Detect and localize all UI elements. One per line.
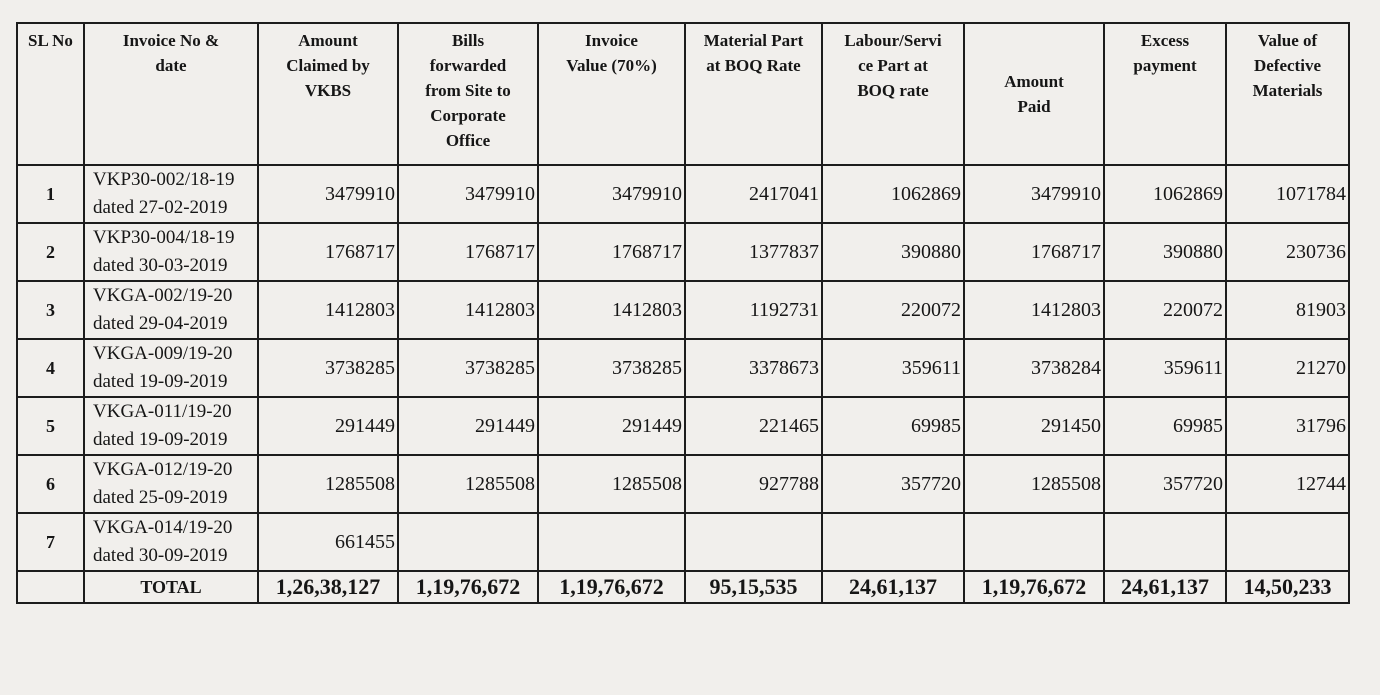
invoice-value-cell: 3479910 [538, 165, 685, 223]
invoice-number: VKGA-012/19-20 [93, 459, 233, 480]
total-label: TOTAL [84, 571, 258, 603]
total-material-part: 95,15,535 [685, 571, 822, 603]
header-material-part-line: at BOQ Rate [706, 56, 801, 75]
defective-value-cell [1226, 513, 1349, 571]
header-amount-claimed-line: VKBS [304, 81, 352, 100]
header-amount-claimed [258, 23, 398, 165]
total-excess-payment: 24,61,137 [1104, 571, 1226, 603]
invoice-value-cell: 3738285 [538, 339, 685, 397]
total-amount-claimed: 1,26,38,127 [258, 571, 398, 603]
amount-claimed-cell: 1285508 [258, 455, 398, 513]
header-bills-forwarded-line: Bills [451, 31, 485, 50]
header-excess-payment [1104, 23, 1226, 165]
table-row [17, 397, 1349, 455]
sl-no-cell: 4 [17, 339, 84, 397]
amount-paid-cell: 1285508 [964, 455, 1104, 513]
invoice-cell [84, 339, 258, 397]
header-labour-part-line: Labour/Servi [844, 31, 942, 50]
header-bills-forwarded-line: forwarded [429, 56, 507, 75]
header-invoice [84, 23, 258, 165]
header-material-part [685, 23, 822, 165]
material-part-cell: 2417041 [685, 165, 822, 223]
material-part-cell: 221465 [685, 397, 822, 455]
sl-no-cell: 3 [17, 281, 84, 339]
invoice-value-cell [538, 513, 685, 571]
table-row [17, 223, 1349, 281]
invoice-value-cell: 1768717 [538, 223, 685, 281]
invoice-number: VKP30-002/18-19 [93, 169, 235, 190]
header-bills-forwarded [398, 23, 538, 165]
labour-part-cell [822, 513, 964, 571]
amount-paid-cell: 3479910 [964, 165, 1104, 223]
bills-forwarded-cell: 1412803 [398, 281, 538, 339]
invoice-number: VKGA-011/19-20 [93, 401, 232, 422]
bills-forwarded-cell [398, 513, 538, 571]
invoice-date: dated 19-09-2019 [93, 371, 228, 392]
amount-claimed-cell: 661455 [258, 513, 398, 571]
labour-part-cell: 69985 [822, 397, 964, 455]
invoice-value-cell: 1412803 [538, 281, 685, 339]
sl-no-cell: 7 [17, 513, 84, 571]
header-bills-forwarded-line: Corporate [430, 106, 506, 125]
bills-forwarded-cell: 3479910 [398, 165, 538, 223]
table-row [17, 339, 1349, 397]
excess-payment-cell: 359611 [1104, 339, 1226, 397]
bills-forwarded-cell: 1768717 [398, 223, 538, 281]
labour-part-cell: 357720 [822, 455, 964, 513]
material-part-cell [685, 513, 822, 571]
defective-value-cell: 31796 [1226, 397, 1349, 455]
amount-paid-cell: 3738284 [964, 339, 1104, 397]
total-bills-forwarded: 1,19,76,672 [398, 571, 538, 603]
invoice-date: dated 29-04-2019 [93, 313, 228, 334]
header-labour-part-line: BOQ rate [857, 81, 929, 100]
amount-paid-cell: 1768717 [964, 223, 1104, 281]
invoice-number: VKP30-004/18-19 [93, 227, 235, 248]
defective-value-cell: 12744 [1226, 455, 1349, 513]
table-row [17, 165, 1349, 223]
labour-part-cell: 390880 [822, 223, 964, 281]
amount-claimed-cell: 3738285 [258, 339, 398, 397]
excess-payment-cell: 390880 [1104, 223, 1226, 281]
amount-paid-cell: 1412803 [964, 281, 1104, 339]
excess-payment-cell: 1062869 [1104, 165, 1226, 223]
amount-claimed-cell: 1412803 [258, 281, 398, 339]
header-defective-value-line: Defective [1253, 56, 1321, 75]
invoice-number: VKGA-009/19-20 [93, 343, 233, 364]
excess-payment-cell: 357720 [1104, 455, 1226, 513]
table-row [17, 455, 1349, 513]
header-excess-payment-line: Excess [1140, 31, 1190, 50]
header-defective-value-line: Materials [1252, 81, 1323, 100]
labour-part-cell: 359611 [822, 339, 964, 397]
invoice-cell [84, 281, 258, 339]
labour-part-cell: 1062869 [822, 165, 964, 223]
header-amount-claimed-line: Amount [298, 31, 358, 50]
header-labour-part [822, 23, 964, 165]
header-material-part-line: Material Part [703, 31, 804, 50]
header-invoice-line: Invoice No & [122, 31, 220, 50]
invoice-cell [84, 165, 258, 223]
invoice-value-cell: 1285508 [538, 455, 685, 513]
invoice-date: dated 30-09-2019 [93, 545, 228, 566]
sl-no-cell: 1 [17, 165, 84, 223]
defective-value-cell: 21270 [1226, 339, 1349, 397]
header-excess-payment-line: payment [1133, 56, 1197, 75]
header-amount-paid-line: Paid [1017, 97, 1051, 116]
sl-no-cell: 2 [17, 223, 84, 281]
amount-paid-cell: 291450 [964, 397, 1104, 455]
material-part-cell: 1377837 [685, 223, 822, 281]
invoice-cell [84, 223, 258, 281]
header-bills-forwarded-line: from Site to [425, 81, 511, 100]
header-amount-paid [964, 23, 1104, 165]
header-invoice-value-line: Value (70%) [566, 56, 657, 75]
header-amount-paid-line: Amount [1004, 72, 1064, 91]
total-defective-value: 14,50,233 [1226, 571, 1349, 603]
excess-payment-cell: 69985 [1104, 397, 1226, 455]
header-defective-value-line: Value of [1257, 31, 1318, 50]
excess-payment-cell: 220072 [1104, 281, 1226, 339]
sl-no-cell: 6 [17, 455, 84, 513]
invoice-cell [84, 397, 258, 455]
total-invoice-value: 1,19,76,672 [538, 571, 685, 603]
sl-no-cell: 5 [17, 397, 84, 455]
material-part-cell: 927788 [685, 455, 822, 513]
amount-claimed-cell: 291449 [258, 397, 398, 455]
total-amount-paid: 1,19,76,672 [964, 571, 1104, 603]
header-sl-no-text: SL No [28, 31, 73, 50]
invoice-number: VKGA-002/19-20 [93, 285, 233, 306]
invoice-date: dated 25-09-2019 [93, 487, 228, 508]
excess-payment-cell [1104, 513, 1226, 571]
header-bills-forwarded-line: Office [445, 131, 491, 150]
amount-claimed-cell: 3479910 [258, 165, 398, 223]
defective-value-cell: 230736 [1226, 223, 1349, 281]
invoice-number: VKGA-014/19-20 [93, 517, 233, 538]
invoice-cell [84, 455, 258, 513]
total-row [17, 571, 1349, 603]
invoice-date: dated 19-09-2019 [93, 429, 228, 450]
header-labour-part-line: ce Part at [858, 56, 928, 75]
material-part-cell: 1192731 [685, 281, 822, 339]
table-row [17, 281, 1349, 339]
total-labour-part: 24,61,137 [822, 571, 964, 603]
defective-value-cell: 81903 [1226, 281, 1349, 339]
invoice-cell [84, 513, 258, 571]
header-amount-claimed-line: Claimed by [286, 56, 370, 75]
invoice-date: dated 30-03-2019 [93, 255, 228, 276]
total-empty-cell [17, 571, 84, 603]
table-row [17, 513, 1349, 571]
bills-forwarded-cell: 1285508 [398, 455, 538, 513]
material-part-cell: 3378673 [685, 339, 822, 397]
bills-forwarded-cell: 3738285 [398, 339, 538, 397]
defective-value-cell: 1071784 [1226, 165, 1349, 223]
header-row [17, 23, 1349, 165]
amount-claimed-cell: 1768717 [258, 223, 398, 281]
header-invoice-value [538, 23, 685, 165]
header-invoice-line: date [155, 56, 187, 75]
bills-forwarded-cell: 291449 [398, 397, 538, 455]
invoice-table [16, 22, 1350, 604]
invoice-value-cell: 291449 [538, 397, 685, 455]
header-sl-no [17, 23, 84, 165]
labour-part-cell: 220072 [822, 281, 964, 339]
header-invoice-value-line: Invoice [585, 31, 638, 50]
amount-paid-cell [964, 513, 1104, 571]
header-defective-value [1226, 23, 1349, 165]
invoice-date: dated 27-02-2019 [93, 197, 228, 218]
